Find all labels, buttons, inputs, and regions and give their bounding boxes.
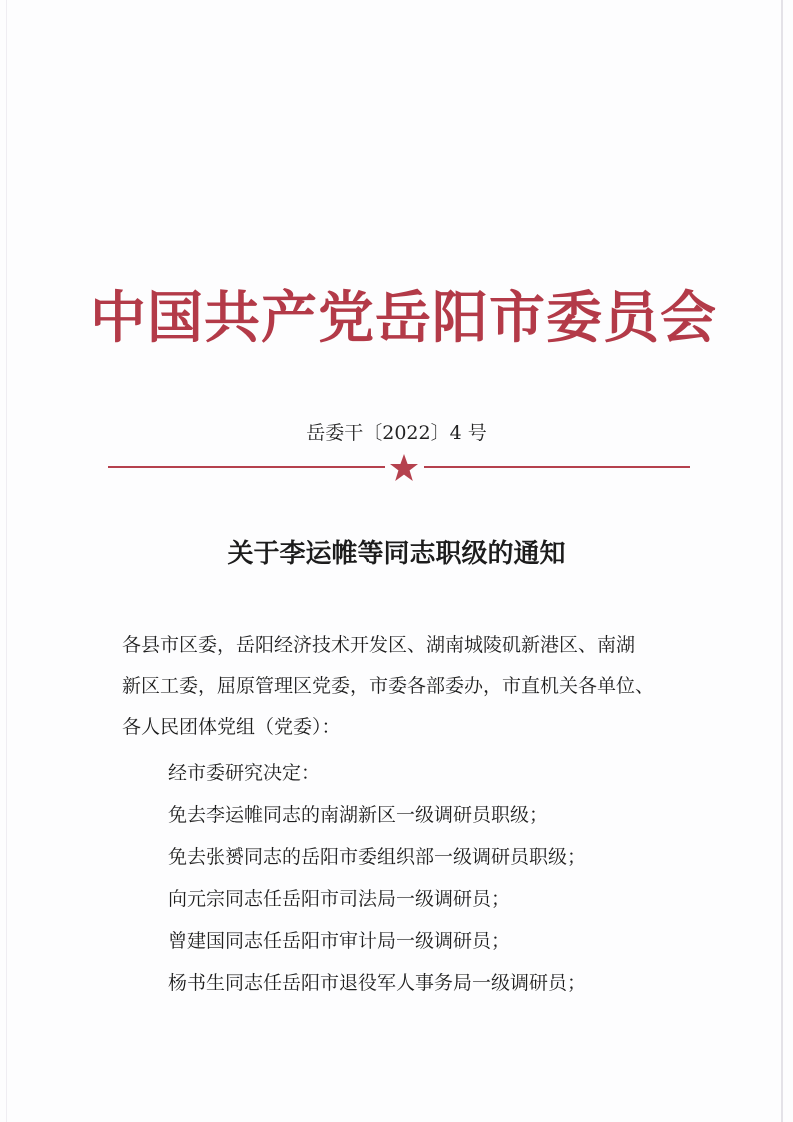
addressee-line: 各县市区委，岳阳经济技术开发区、湖南城陵矶新港区、南湖	[122, 634, 636, 656]
scan-edge-right	[781, 0, 783, 1122]
document-number: 岳委干〔2022〕4 号	[306, 422, 487, 444]
masthead-organization: 中国共产党岳阳市委员会	[90, 285, 717, 351]
body-paragraph: 杨书生同志任岳阳市退役军人事务局一级调研员；	[168, 972, 587, 994]
addressee-line: 新区工委，屈原管理区党委，市委各部委办，市直机关各单位、	[122, 675, 655, 697]
addressee-line: 各人民团体党组（党委）：	[122, 716, 341, 738]
notice-body	[122, 752, 692, 1004]
body-paragraph: 曾建国同志任岳阳市审计局一级调研员；	[168, 930, 511, 952]
body-paragraph: 免去李运帷同志的南湖新区一级调研员职级；	[168, 804, 549, 826]
scan-edge-left	[6, 0, 7, 1122]
body-paragraph: 经市委研究决定：	[168, 762, 321, 784]
red-rule-left	[108, 466, 385, 468]
body-paragraph: 免去张赟同志的岳阳市委组织部一级调研员职级；	[168, 846, 587, 868]
notice-title: 关于李运帷等同志职级的通知	[227, 539, 566, 569]
red-star-icon	[389, 453, 419, 483]
body-paragraph: 向元宗同志任岳阳市司法局一级调研员；	[168, 888, 511, 910]
red-rule-right	[424, 466, 690, 468]
addressee-block	[122, 625, 692, 748]
